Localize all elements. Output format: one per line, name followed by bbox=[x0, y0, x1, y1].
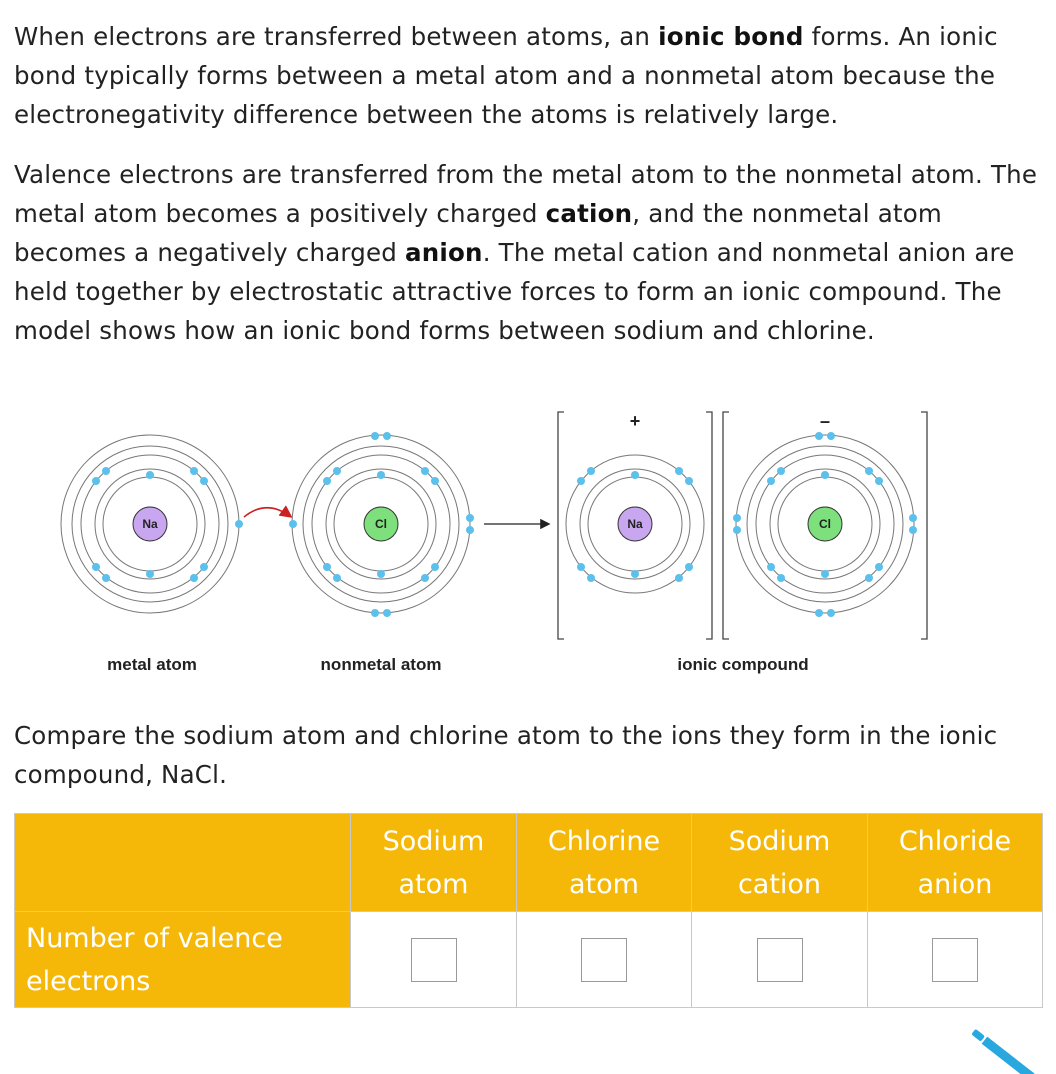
header-line: atom bbox=[398, 868, 469, 900]
row-label-line: electrons bbox=[26, 965, 151, 997]
cell-chlorine-atom bbox=[517, 912, 692, 1008]
intro-paragraph bbox=[14, 17, 1049, 134]
valence-electron-table bbox=[14, 813, 1043, 1008]
text-run: When electrons are transferred between atoms, an bbox=[14, 22, 659, 51]
chloride-symbol: Cl bbox=[819, 517, 831, 531]
answer-box-sodium-atom[interactable] bbox=[411, 938, 457, 982]
header-sodium-cation bbox=[692, 814, 868, 912]
sodium-electrons bbox=[92, 467, 243, 582]
chlorine-symbol: Cl bbox=[375, 517, 387, 531]
cell-chloride-anion bbox=[868, 912, 1043, 1008]
table-row bbox=[15, 912, 1043, 1008]
row-label-line: Number of valence bbox=[26, 922, 283, 954]
label-metal-atom: metal atom bbox=[107, 655, 197, 674]
pencil-icon[interactable] bbox=[966, 1028, 1036, 1074]
row-label-valence-electrons bbox=[15, 912, 351, 1008]
header-chlorine-atom bbox=[517, 814, 692, 912]
question-prompt: Compare the sodium atom and chlorine atom to the ions they form in the ionic compound, NaCl. bbox=[14, 721, 998, 789]
bracket-right bbox=[706, 412, 712, 639]
ionic-bond-diagram bbox=[0, 395, 1056, 685]
cation-charge: + bbox=[629, 411, 641, 431]
answer-box-sodium-cation[interactable] bbox=[757, 938, 803, 982]
table-header-row bbox=[15, 814, 1043, 912]
bracket-left bbox=[558, 412, 564, 639]
header-line: Chlorine bbox=[547, 825, 661, 857]
cell-sodium-cation bbox=[692, 912, 868, 1008]
cell-sodium-atom bbox=[351, 912, 517, 1008]
bracket-right bbox=[921, 412, 927, 639]
sodium-cation-model bbox=[558, 411, 712, 639]
text-run: , and the nonmetal atom becomes a negatively charged bbox=[14, 199, 942, 267]
text-run: Valence electrons are transferred from the metal atom to the nonmetal atom. The metal atom becomes a positively charged bbox=[14, 160, 1038, 228]
text-run: . The metal cation and nonmetal anion are held together by electrostatic attractive forces to form an ionic compound. The model shows how an ionic bond forms between sodium and chlorine. bbox=[14, 238, 1015, 345]
chloride-anion-model bbox=[723, 411, 927, 639]
header-line: atom bbox=[569, 868, 639, 900]
term-ionic-bond: ionic bond bbox=[658, 22, 804, 51]
sodium-ion-symbol: Na bbox=[627, 517, 643, 531]
header-chloride-anion bbox=[868, 814, 1043, 912]
header-line: cation bbox=[737, 868, 822, 900]
sodium-atom-model bbox=[61, 435, 243, 613]
electron-transfer-arrow bbox=[244, 508, 290, 517]
text-run: forms. An ionic bond typically forms between a metal atom and a nonmetal atom because the electronegativity difference between the atoms is relatively large. bbox=[14, 22, 998, 129]
term-anion: anion bbox=[405, 238, 483, 267]
header-line: Sodium bbox=[382, 825, 485, 857]
header-line: Chloride bbox=[898, 825, 1012, 857]
anion-charge: – bbox=[819, 411, 831, 431]
label-ionic-compound: ionic compound bbox=[677, 655, 809, 674]
answer-box-chlorine-atom[interactable] bbox=[581, 938, 627, 982]
bracket-left bbox=[723, 412, 729, 639]
sodium-symbol: Na bbox=[142, 517, 158, 531]
header-empty bbox=[15, 814, 351, 912]
header-sodium-atom bbox=[351, 814, 517, 912]
label-nonmetal-atom: nonmetal atom bbox=[320, 655, 442, 674]
answer-box-chloride-anion[interactable] bbox=[932, 938, 978, 982]
header-line: Sodium bbox=[728, 825, 831, 857]
header-line: anion bbox=[917, 868, 993, 900]
explanation-paragraph bbox=[14, 155, 1049, 350]
term-cation: cation bbox=[545, 199, 633, 228]
chlorine-atom-model bbox=[289, 432, 474, 617]
